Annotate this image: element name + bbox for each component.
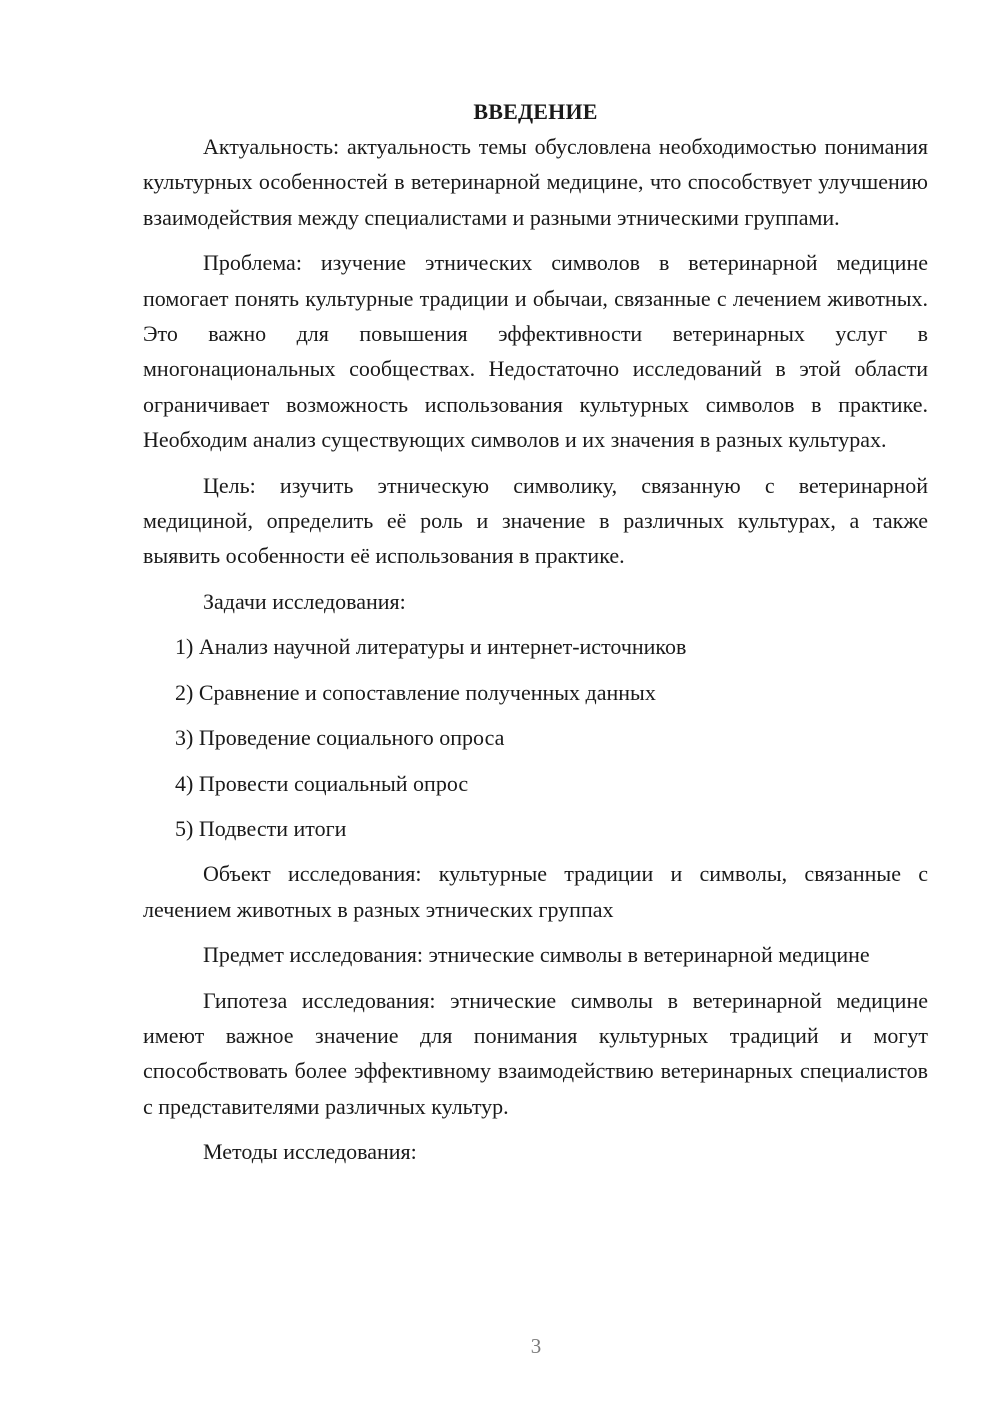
- section-title: ВВЕДЕНИЕ: [473, 99, 598, 124]
- list-item: 2) Сравнение и сопоставление полученных данных: [175, 679, 656, 705]
- object-paragraph: Объект исследования: культурные традиции и символы, связанные с лечением животных в разных этнических группах: [143, 861, 928, 922]
- list-item: 3) Проведение социального опроса: [175, 725, 505, 751]
- list-item: 1) Анализ научной литературы и интернет-источников: [175, 634, 687, 660]
- problem-paragraph: Проблема: изучение этнических символов в ветеринарной медицине помогает понять культурные традиции и обычаи, связанные с лечением животных. Это важно для повышения эффективности ветеринарных услуг в многонациональных сообществах. Недостаточно исследований в этой области ограничивает возможность использования культурных символов в практике. Необходим анализ существующих символов и их значения в разных культурах.: [143, 250, 928, 453]
- hypothesis-paragraph: Гипотеза исследования: этнические символы в ветеринарной медицине имеют важное значение для понимания культурных традиций и могут способствовать более эффективному взаимодействию ветеринарных специалистов с представителями различных культур.: [143, 987, 928, 1119]
- goal-paragraph: Цель: изучить этническую символику, связанную с ветеринарной медициной, определить её роль и значение в различных культурах, а также выявить особенности её использования в практике.: [143, 472, 928, 569]
- list-item: 4) Провести социальный опрос: [175, 770, 469, 796]
- relevance-paragraph: Актуальность: актуальность темы обусловлена необходимостью понимания культурных особенностей в ветеринарной медицине, что способствует улучшению взаимодействия между специалистами и разными этническими группами.: [143, 134, 928, 230]
- methods-heading: Методы исследования:: [203, 1139, 417, 1165]
- page-content: [143, 94, 928, 1180]
- subject-paragraph: Предмет исследования: этнические символы в ветеринарной медицине: [203, 942, 870, 968]
- page-number: 3: [530, 1334, 542, 1358]
- tasks-heading: Задачи исследования:: [203, 588, 406, 614]
- list-item: 5) Подвести итоги: [175, 815, 347, 841]
- tasks-list: [143, 629, 928, 846]
